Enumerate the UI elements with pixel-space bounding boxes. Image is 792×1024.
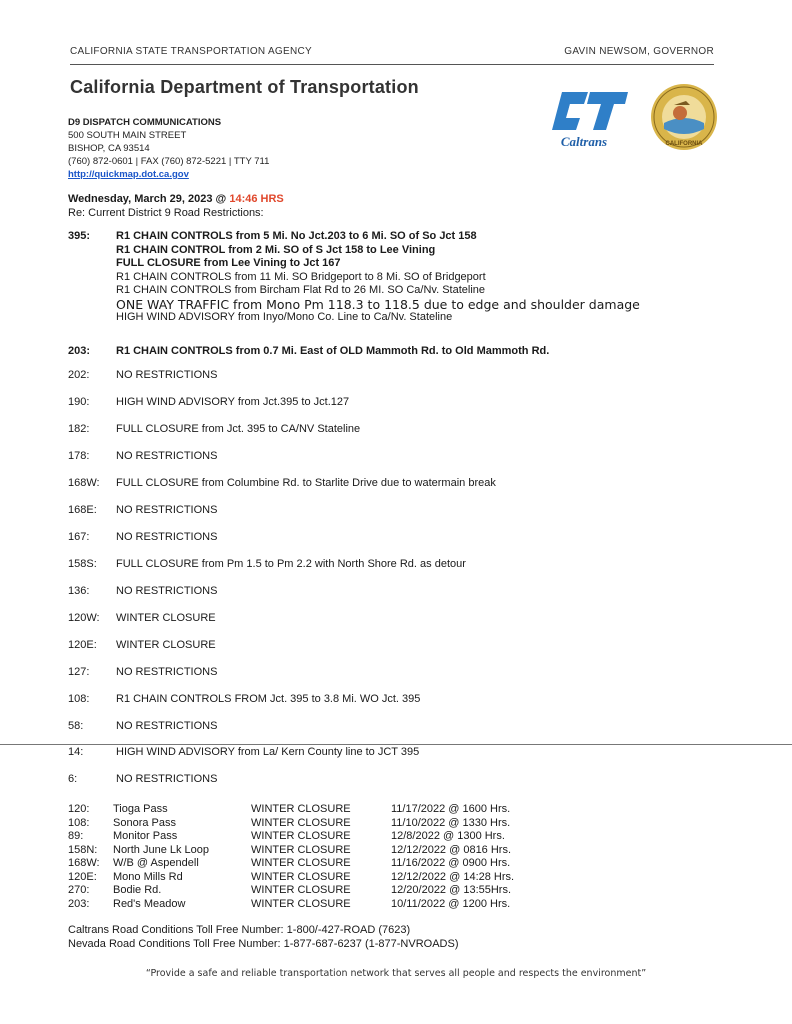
- closure-route: 108:: [68, 816, 90, 829]
- toll-free-info: [68, 924, 459, 951]
- restriction-line: ONE WAY TRAFFIC from Mono Pm 118.3 to 118.5 due to edge and shoulder damage: [116, 296, 640, 312]
- report-date: [68, 193, 284, 205]
- restriction-line: HIGH WIND ADVISORY from Inyo/Mono Co. Line to Ca/Nv. Stateline: [116, 311, 453, 323]
- header-rule: [70, 64, 714, 65]
- website-link[interactable]: http://quickmap.dot.ca.gov: [68, 169, 189, 180]
- office-name: D9 DISPATCH COMMUNICATIONS: [68, 117, 222, 128]
- restriction-line: NO RESTRICTIONS: [116, 369, 218, 381]
- closure-name: Mono Mills Rd: [113, 870, 183, 883]
- route-number: 182:: [68, 423, 90, 435]
- closure-row: [68, 844, 551, 858]
- route-number: 120E:: [68, 639, 97, 651]
- restriction-line: NO RESTRICTIONS: [116, 585, 218, 597]
- closure-since: 10/11/2022 @ 1200 Hrs.: [391, 897, 511, 910]
- closure-name: Sonora Pass: [113, 816, 176, 829]
- restriction-line: NO RESTRICTIONS: [116, 720, 218, 732]
- route-number: 127:: [68, 666, 90, 678]
- restriction-line: WINTER CLOSURE: [116, 639, 216, 651]
- route-number: 203:: [68, 345, 91, 357]
- closure-route: 270:: [68, 884, 90, 896]
- restriction-line: R1 CHAIN CONTROL from 2 Mi. SO of S Jct 158 to Lee Vining: [116, 243, 436, 256]
- closure-name: Red's Meadow: [113, 897, 186, 910]
- closure-status: WINTER CLOSURE: [251, 816, 351, 829]
- caltrans-toll-number: Caltrans Road Conditions Toll Free Number: 1-800/-427-ROAD (7623): [68, 924, 411, 936]
- closure-route: 203:: [68, 897, 90, 910]
- restriction-line: FULL CLOSURE from Lee Vining to Jct 167: [116, 257, 341, 269]
- route-number: 58:: [68, 720, 84, 732]
- street-address: 500 SOUTH MAIN STREET: [68, 130, 187, 141]
- restriction-line: NO RESTRICTIONS: [116, 666, 218, 678]
- address-block: [68, 116, 269, 181]
- route-number: 158S:: [68, 558, 97, 570]
- closure-row: [68, 898, 551, 912]
- nevada-toll-number: Nevada Road Conditions Toll Free Number: 1-877-687-6237 (1-877-NVROADS): [68, 937, 459, 950]
- restriction-line: R1 CHAIN CONTROLS from Bircham Flat Rd to 26 MI. SO Ca/Nv. Stateline: [116, 284, 486, 296]
- department-title: California Department of Transportation: [70, 77, 419, 97]
- closure-status: WINTER CLOSURE: [251, 870, 351, 883]
- svg-text:CALIFORNIA: CALIFORNIA: [665, 141, 703, 147]
- agency-name: CALIFORNIA STATE TRANSPORTATION AGENCY: [70, 46, 312, 57]
- restriction-line: R1 CHAIN CONTROLS from 11 Mi. SO Bridgeport to 8 Mi. SO of Bridgeport: [116, 270, 486, 283]
- closure-route: 120E:: [68, 870, 97, 883]
- closure-row: [68, 857, 551, 871]
- route-number: 395:: [68, 230, 91, 242]
- phone-numbers: (760) 872-0601 | FAX (760) 872-5221 | TTY 711: [68, 156, 270, 167]
- city-address: BISHOP, CA 93514: [68, 143, 150, 154]
- closure-since: 12/12/2022 @ 14:28 Hrs.: [391, 870, 515, 883]
- closure-since: 11/17/2022 @ 1600 Hrs.: [391, 803, 511, 815]
- restriction-line: HIGH WIND ADVISORY from La/ Kern County line to JCT 395: [116, 746, 420, 758]
- closure-name: North June Lk Loop: [113, 843, 210, 856]
- closure-since: 11/10/2022 @ 1330 Hrs.: [391, 816, 511, 829]
- closure-row: [68, 817, 551, 831]
- closure-status: WINTER CLOSURE: [251, 803, 351, 815]
- closure-since: 12/8/2022 @ 1300 Hrs.: [391, 830, 505, 842]
- closure-status: WINTER CLOSURE: [251, 884, 351, 896]
- route-number: 178:: [68, 450, 90, 462]
- restriction-line: HIGH WIND ADVISORY from Jct.395 to Jct.127: [116, 396, 350, 408]
- restriction-line: R1 CHAIN CONTROLS FROM Jct. 395 to 3.8 Mi. WO Jct. 395: [116, 693, 421, 705]
- svg-text:Caltrans: Caltrans: [560, 134, 608, 149]
- route-number: 14:: [68, 746, 84, 758]
- closure-route: 158N:: [68, 843, 98, 856]
- closure-status: WINTER CLOSURE: [251, 897, 351, 910]
- closure-since: 12/20/2022 @ 13:55Hrs.: [391, 884, 512, 896]
- caltrans-logo-icon: [548, 84, 630, 154]
- route-number: 108:: [68, 693, 90, 705]
- closure-route: 120:: [68, 803, 90, 815]
- restriction-line: NO RESTRICTIONS: [116, 450, 218, 462]
- winter-closures-table: [68, 803, 551, 911]
- closure-route: 89:: [68, 830, 84, 842]
- closure-name: Bodie Rd.: [113, 884, 162, 896]
- scan-divider-line: [0, 744, 792, 745]
- route-number: 120W:: [68, 612, 100, 624]
- report-time: 14:46 HRS: [229, 193, 284, 205]
- mission-motto: “Provide a safe and reliable transportation network that serves all people and respects the environment”: [145, 968, 647, 979]
- closure-name: Tioga Pass: [113, 803, 168, 815]
- route-number: 168E:: [68, 504, 97, 516]
- report-date-text: Wednesday, March 29, 2023 @: [68, 193, 230, 205]
- closure-name: Monitor Pass: [113, 830, 178, 842]
- closure-status: WINTER CLOSURE: [251, 857, 351, 869]
- letterhead-topbar: [70, 46, 714, 60]
- route-number: 167:: [68, 531, 90, 543]
- route-number: 136:: [68, 585, 90, 597]
- governor-name: GAVIN NEWSOM, GOVERNOR: [564, 46, 714, 57]
- restriction-line: FULL CLOSURE from Columbine Rd. to Starlite Drive due to watermain break: [116, 477, 496, 489]
- restriction-line: R1 CHAIN CONTROLS from 0.7 Mi. East of OLD Mammoth Rd. to Old Mammoth Rd.: [116, 345, 550, 357]
- restriction-line: R1 CHAIN CONTROLS from 5 Mi. No Jct.203 to 6 Mi. SO of So Jct 158: [116, 230, 477, 242]
- closure-route: 168W:: [68, 857, 100, 869]
- closure-status: WINTER CLOSURE: [251, 843, 351, 856]
- closure-since: 11/16/2022 @ 0900 Hrs.: [391, 857, 511, 869]
- closure-row: [68, 830, 551, 844]
- report-subject: Re: Current District 9 Road Restrictions:: [68, 207, 264, 219]
- route-number: 190:: [68, 396, 90, 408]
- state-seal-icon: [650, 83, 718, 151]
- closure-name: W/B @ Aspendell: [113, 857, 199, 869]
- restriction-line: NO RESTRICTIONS: [116, 504, 218, 516]
- restriction-line: FULL CLOSURE from Pm 1.5 to Pm 2.2 with North Shore Rd. as detour: [116, 558, 466, 570]
- closure-row: [68, 884, 551, 898]
- restriction-line: NO RESTRICTIONS: [116, 773, 218, 785]
- route-number: 6:: [68, 773, 78, 785]
- closure-status: WINTER CLOSURE: [251, 830, 351, 842]
- closure-row: [68, 871, 551, 885]
- closure-row: [68, 803, 551, 817]
- restriction-line: WINTER CLOSURE: [116, 612, 216, 624]
- route-number: 168W:: [68, 477, 100, 489]
- route-number: 202:: [68, 369, 90, 381]
- closure-since: 12/12/2022 @ 0816 Hrs.: [391, 843, 512, 856]
- restriction-line: NO RESTRICTIONS: [116, 531, 218, 543]
- restriction-line: FULL CLOSURE from Jct. 395 to CA/NV Stateline: [116, 423, 361, 435]
